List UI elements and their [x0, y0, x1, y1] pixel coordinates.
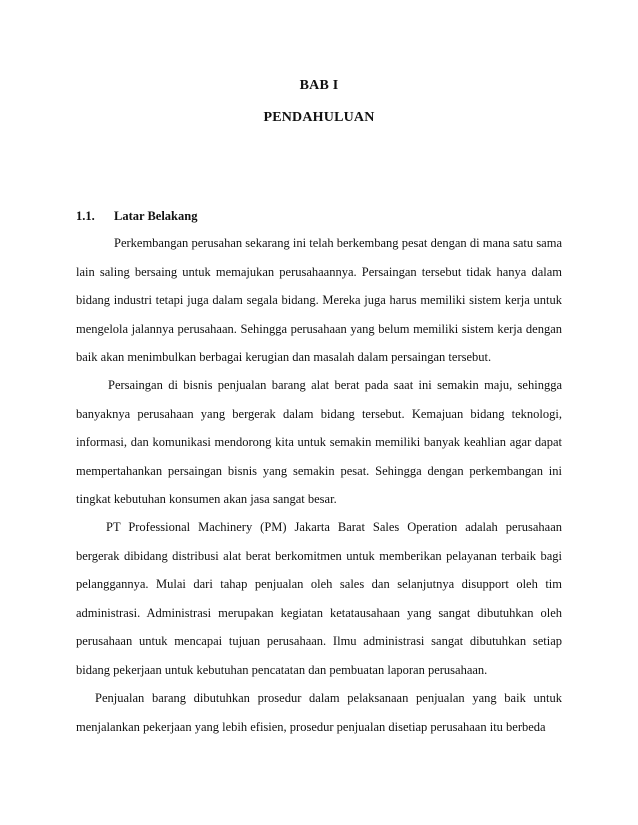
chapter-title: PENDAHULUAN	[263, 110, 375, 125]
section-title: Latar Belakang	[114, 209, 198, 223]
section-number: 1.1.	[76, 209, 95, 223]
paragraph: Penjualan barang dibutuhkan prosedur dalam pelaksanaan penjualan yang baik untuk menjalankan pekerjaan yang lebih efisien, prosedur penjualan disetiap perusahaan itu berbeda	[76, 691, 562, 734]
paragraph: PT Professional Machinery (PM) Jakarta Barat Sales Operation adalah perusahaan bergerak dibidang distribusi alat berat berkomitmen untuk memberikan pelayanan terbaik bagi pelanggannya. Mulai dari tahap penjualan oleh sales dan selanjutnya disupport oleh tim administrasi. Administrasi merupakan kegiatan ketatausahaan yang sangat dibutuhkan oleh perusahaan untuk mencapai tujuan perusahaan. Ilmu administrasi sangat dibutuhkan setiap bidang pekerjaan untuk kebutuhan pencatatan dan pembuatan laporan perusahaan.	[76, 520, 562, 677]
section-heading	[76, 209, 197, 224]
paragraph: Perkembangan perusahan sekarang ini telah berkembang pesat dengan di mana satu sama lain saling bersaing untuk memajukan perusahaannya. Persaingan tersebut tidak hanya dalam bidang industri tetapi juga dalam segala bidang. Mereka juga harus memiliki sistem kerja untuk mengelola jalannya perusahaan. Sehingga perusahaan yang belum memiliki sistem kerja dengan baik akan menimbulkan berbagai kerugian dan masalah dalam persaingan tersebut.	[76, 236, 562, 364]
paragraph: Persaingan di bisnis penjualan barang alat berat pada saat ini semakin maju, sehingga banyaknya perusahaan yang bergerak dalam bidang tersebut. Kemajuan bidang teknologi, informasi, dan komunikasi mendorong kita untuk semakin memiliki banyak keahlian agar dapat mempertahankan persaingan bisnis yang semakin pesat. Sehingga dengan perkembangan ini tingkat kebutuhan konsumen akan jasa sangat besar.	[76, 378, 562, 506]
chapter-label: BAB I	[299, 78, 339, 93]
